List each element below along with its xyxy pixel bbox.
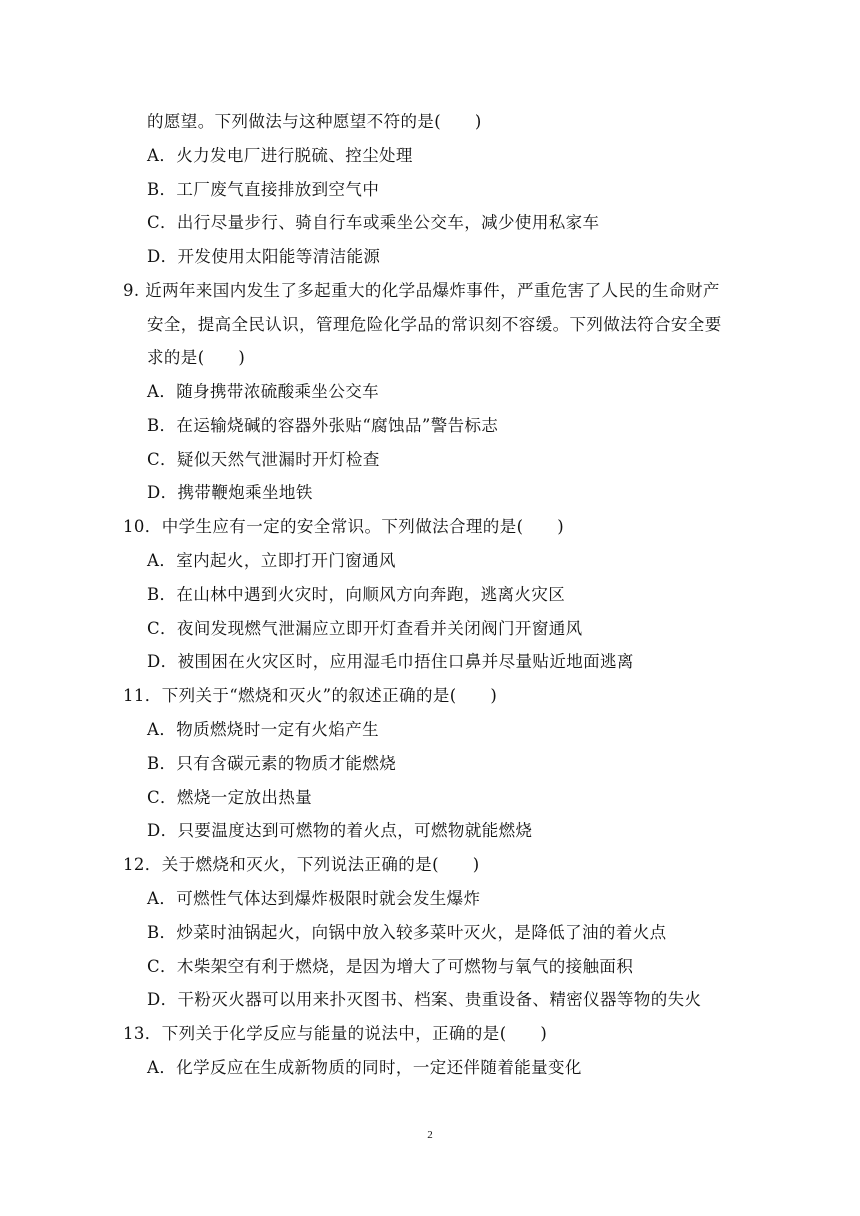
q11-option-a: A．物质燃烧时一定有火焰产生 [147, 720, 380, 739]
q12-option-b: B．炒菜时油锅起火，向锅中放入较多菜叶灭火，是降低了油的着火点 [147, 923, 667, 942]
q11-option-b: B．只有含碳元素的物质才能燃烧 [147, 754, 397, 773]
q8-stem-continuation: 的愿望。下列做法与这种愿望不符的是( ) [147, 112, 482, 131]
q10-stem: 10．中学生应有一定的安全常识。下列做法合理的是( ) [123, 517, 565, 536]
q10-option-a: A．室内起火，立即打开门窗通风 [147, 551, 396, 570]
q9-option-c: C．疑似天然气泄漏时开灯检查 [147, 450, 380, 469]
q11-stem: 11．下列关于“燃烧和灭火”的叙述正确的是( ) [123, 686, 498, 705]
q8-option-b: B．工厂废气直接排放到空气中 [147, 180, 380, 199]
q12-option-c: C．木柴架空有利于燃烧，是因为增大了可燃物与氧气的接触面积 [147, 957, 634, 976]
page-number: 2 [427, 1129, 433, 1141]
q13-stem: 13．下列关于化学反应与能量的说法中，正确的是( ) [123, 1024, 548, 1043]
q8-option-a: A．火力发电厂进行脱硫、控尘处理 [147, 146, 413, 165]
q10-option-b: B．在山林中遇到火灾时，向顺风方向奔跑，逃离火灾区 [147, 585, 566, 604]
q9-option-d: D．携带鞭炮乘坐地铁 [147, 483, 313, 502]
q9-stem-line2: 安全，提高全民认识，管理危险化学品的常识刻不容缓。下列做法符合安全要 [147, 315, 722, 334]
q11-option-d: D．只要温度达到可燃物的着火点，可燃物就能燃烧 [147, 821, 533, 840]
q11-option-c: C．燃烧一定放出热量 [147, 788, 313, 807]
q8-option-d: D．开发使用太阳能等清洁能源 [147, 247, 381, 266]
q9-stem: 9. 近两年来国内发生了多起重大的化学品爆炸事件，严重危害了人民的生命财产 [123, 281, 720, 300]
q9-option-a: A．随身携带浓硫酸乘坐公交车 [147, 382, 380, 401]
q8-option-c: C．出行尽量步行、骑自行车或乘坐公交车，减少使用私家车 [147, 213, 600, 232]
q12-option-a: A．可燃性气体达到爆炸极限时就会发生爆炸 [147, 889, 481, 908]
q9-option-b: B．在运输烧碱的容器外张贴“腐蚀品”警告标志 [147, 416, 499, 435]
q10-option-c: C．夜间发现燃气泄漏应立即开灯查看并关闭阀门开窗通风 [147, 619, 583, 638]
q12-option-d: D．干粉灭火器可以用来扑灭图书、档案、贵重设备、精密仪器等物的失火 [147, 990, 702, 1009]
q13-option-a: A．化学反应在生成新物质的同时，一定还伴随着能量变化 [147, 1058, 582, 1077]
q10-option-d: D．被围困在火灾区时，应用湿毛巾捂住口鼻并尽量贴近地面逃离 [147, 652, 634, 671]
q12-stem: 12．关于燃烧和灭火，下列说法正确的是( ) [123, 855, 480, 874]
q9-stem-line3: 求的是( ) [147, 348, 246, 367]
